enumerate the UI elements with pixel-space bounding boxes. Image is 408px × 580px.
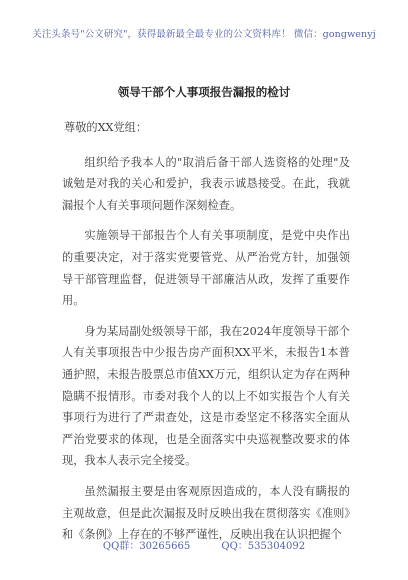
paragraph-4: 虽然漏报主要是由客观原因造成的，本人没有瞒报的主观故意，但是此次漏报及时反映出我在贯彻落实《准则》和《条例》上存在的不够严谨性，反映出我在认识把握个 — [62, 484, 350, 542]
document-body — [62, 117, 350, 555]
paragraph-2: 实施领导干部报告个人有关事项制度，是党中央作出的重要决定，对于落实党要管党、从严治党方针，加强领导干部管理监督，促进领导干部廉洁从政，发挥了重要作用。 — [62, 229, 350, 308]
paragraph-1: 组织给予我本人的"取消后备干部人选资格的处理"及诚勉是对我的关心和爱护，我表示诚恳接受。在此，我就漏报个人有关事项问题作深刻检查。 — [62, 155, 350, 212]
paragraph-3: 身为某局副处级领导干部，我在2024年度领导干部个人有关事项报告中少报告房产面积XX平米，未报告1本普通护照，未报告股票总市值XX万元，组织认定为存在两种隐瞒不报情形。市委对我个人的以上不如实报告个人有关事项行为进行了严肃查处，这是市委坚定不移落实全面从严治党要求的体现，也是全面落实中央巡视整改要求的体现，我本人表示完全接受。 — [62, 324, 350, 468]
salutation: 尊敬的XX党组： — [64, 121, 148, 134]
promo-banner: 关注头条号"公文研究"，获得最新最全最专业的公文资料库！ 微信：gongwenyj — [32, 29, 376, 40]
footer-contact — [0, 537, 408, 552]
footer-qq: QQ：535304092 — [221, 541, 306, 552]
footer-qq-group: QQ群：30265665 — [102, 541, 191, 552]
document-title: 领导干部个人事项报告漏报的检讨 — [117, 85, 291, 99]
